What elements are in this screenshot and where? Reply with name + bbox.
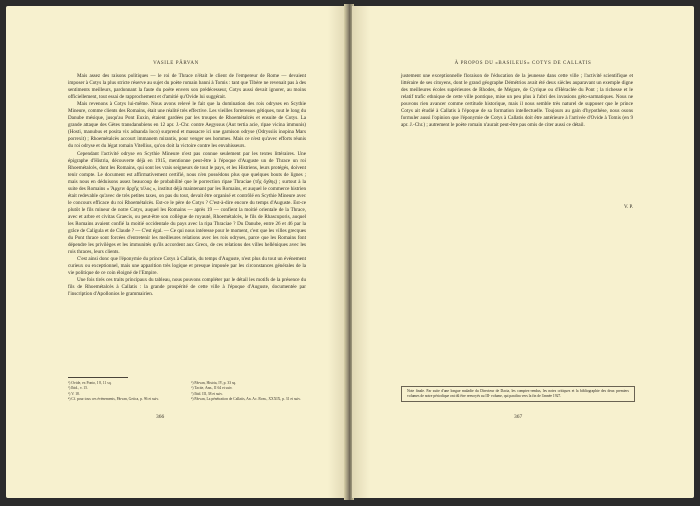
running-head: À PROPOS DU «BASILEUS» COTYS DE CALLATIS <box>454 61 592 66</box>
paragraph: justement une exceptionnelle floraison de l'éducation de la jeunesse dans cette ville ; l'activité scientifique et littéraire de ses citoyens, dont le grand géographe Démétrios avait été deux siècles auparavant un exemple digne des meilleures écoles supérieures de Rhodes, de Mégare, de Cyrique ou d'Héraclée du Pont ; la richesse et le relatif trafic ethnique de cette ville pontique, mise un peu plus à l'abri des invasions géto-sarmatiques. Nous ne pouvons rien avancer comme certitude historique, mais il nous semble très naturel de supposer que le prince Cotys ait étudié à Callatis à l'époque de sa formation intellectuelle. Toujours au gain d'hypothèse, nous osons formuler aussi l'opinion que l'éponymie de Cotys à Callatis doit être antérieure à l'arrivée d'Ovide à Tomis (en 9 apr. J.-Chr.) ; autrement le poète romain n'aurait peut-être pas omis de citer aussi ce détail. <box>401 73 633 129</box>
running-head: VASILE PÂRVAN <box>153 61 199 66</box>
page-number: 367 <box>514 414 523 420</box>
footnote: ¹) Ovide, ex Ponto, I 8, 11 sq. <box>68 381 112 385</box>
final-note-box: Note finale. Par suite d'une longue maladie du Directeur de Dacia, les comptes-rendus, les notes critiques et la bibliographie des deux premiers volumes de notre périodique ont dû être renvoyés au IIIᵉ volume, qui paraîtra vers la fin de l'année 1927. <box>401 386 635 402</box>
right-page <box>352 6 694 498</box>
footnote: ⁴) Cf. pour tous ces événements, Pârvan, Getica, p. 96 et suiv. <box>68 396 159 401</box>
paragraph: Mais revenons à Cotys lui-même. Nous avons relevé le fait que la domination des rois odryses en Scythie Mineure, comme clients des Romains, était une réalité très effective. Les vieilles forteresses gétiques, tout le long du Danube mésique, jusqu'au Pont Euxin, étaient gardées par les troupes de Rhoemétalcès et ensuite de Cotys. La grande attaque des Gètes transdanubiens en 12 apr. J.-Chr. contre Aegyssus (Aut tertia acie, ripae vicina immunis) (Hosti, manubus et posita vix adnanda loco) surprend et massacre ici une garnison odryse (Odryssiis inopina Mars porrexit) ; Rhoemétalcès accourt immanem mirantis, pour venger ses hommes. Mais ce n'est qu'avec efforts réunis du roi odryse et du légat romain Vitellius, qu'on doit la victoire contre les envahisseurs. <box>68 101 306 150</box>
footnote: ⁷) Ibid. III, 38 et suiv. <box>191 391 223 396</box>
page-number: 366 <box>156 414 165 420</box>
body-text <box>68 73 306 299</box>
footnote-divider <box>68 377 128 378</box>
paragraph: Une fois tirés ces traits principaux du tableau, nous pouvons compléter par le détail les motifs de la présence du fils de Rhoemétalcès à Callatis : la grande prospérité de cette ville à l'époque d'Auguste, documentée par l'inscription d'Apollonios le grammairien. <box>68 277 306 298</box>
paragraph: Mais assez des raisons politiques — le roi de Thrace n'était le client de l'empereur de Rome — devaient imposer à Cotys la plus stricte réserve au sujet du poète romain banni à Tomis : tant que Tibère ne revenait pas à des sentiments meilleurs, pardonnant la faute du poète envers son prédécesseur, Cotys aussi devait ignorer, au moins officiellement, tout essai de rapprochement et d'amitié qu'Ovide lui suggérait. <box>68 73 306 101</box>
author-signature: V. P. <box>624 205 633 210</box>
page-gutter-shadow <box>352 6 370 498</box>
footnote: ⁵) Pârvan, Histria, IV, p. 33 sq. <box>191 381 237 385</box>
footnote: ²) Ibid., v. 15. <box>68 386 89 391</box>
paragraph: Cependant l'activité odryse en Scythie Mineure n'est pas connue seulement par les textes littéraires. Une épigraphe d'Histria, découverte déjà en 1915, mentionne peut-être à l'époque d'Auguste un de Thrace un roi Rhoemétalcès, dont les Romains, qui sont les vrais seigneurs de tout le pays, et les Histriens, leurs protégés, doivent tenir compte. Le document est affirmativement certifié, nous n'en possédons plus que quelques bouts de lignes ; mais nous en déduisons assez beaucoup de probabilité que le porrection ripae Thraciae (τῆς ὄχθης) ; surtout à la suite des Romains « Ἄρχειν ἄρχῆς τέλος », institut déjà maintenant par les Romains, et auquel le commerce histrien était redevable qu'avec de très petites taxes, on pas du tout, devait être organisé et contrôlé en Scythie Mineure avec le concours efficace du roi Rhoemétalcès. Est-ce le père de Cotys ? C'est-à-dire encore du temps d'Auguste. Est-ce plutôt le fils mineur de notre Cotys, auquel les Romains — après 19 — confient la moitié orientale de la Thrace, avec et arbre et civitas Graecis, ou peut-être son collègue de royauté, Rhoemétalcès, le fils de Rhascuporis, auquel les Romains avaient confié la moitié occidentale du pays avec la ripa Thraciae ? Du Danube, entre 26 et 46 par la grâce de Caligula et de Claude ? — C'est égal. — Ce qui nous intéresse pour le moment, c'est que les villes grecques du Pont thrace sont forcées d'entretenir les meilleures relations avec les rois odryses, parce que les Romains font dépendre les privilèges et les immunités qu'ils accordent aux Grecs, de ces relations des villes helléniques avec les rois thraces, leurs clients. <box>68 150 306 256</box>
paragraph: C'est ainsi donc que l'éponymie du prince Cotys à Callatis, du temps d'Auguste, n'est plus du tout un événement curieux ou exceptionnel, mais une apparition très logique et presque imposée par les circonstances générales de la vie politique de ce coin éloigné de l'Empire. <box>68 256 306 277</box>
footnote: ⁶) Tacite, Ann., II 64 et suiv. <box>191 386 233 391</box>
footnote: ⁸) Pârvan, La pénétration de Callatis, An. Ac. Rom., XXXIX, p. 31 et suiv. <box>191 396 301 401</box>
footnote: ³) V. 18. <box>68 391 80 396</box>
body-text <box>401 73 633 129</box>
left-page <box>6 6 346 498</box>
footnotes <box>68 381 306 402</box>
